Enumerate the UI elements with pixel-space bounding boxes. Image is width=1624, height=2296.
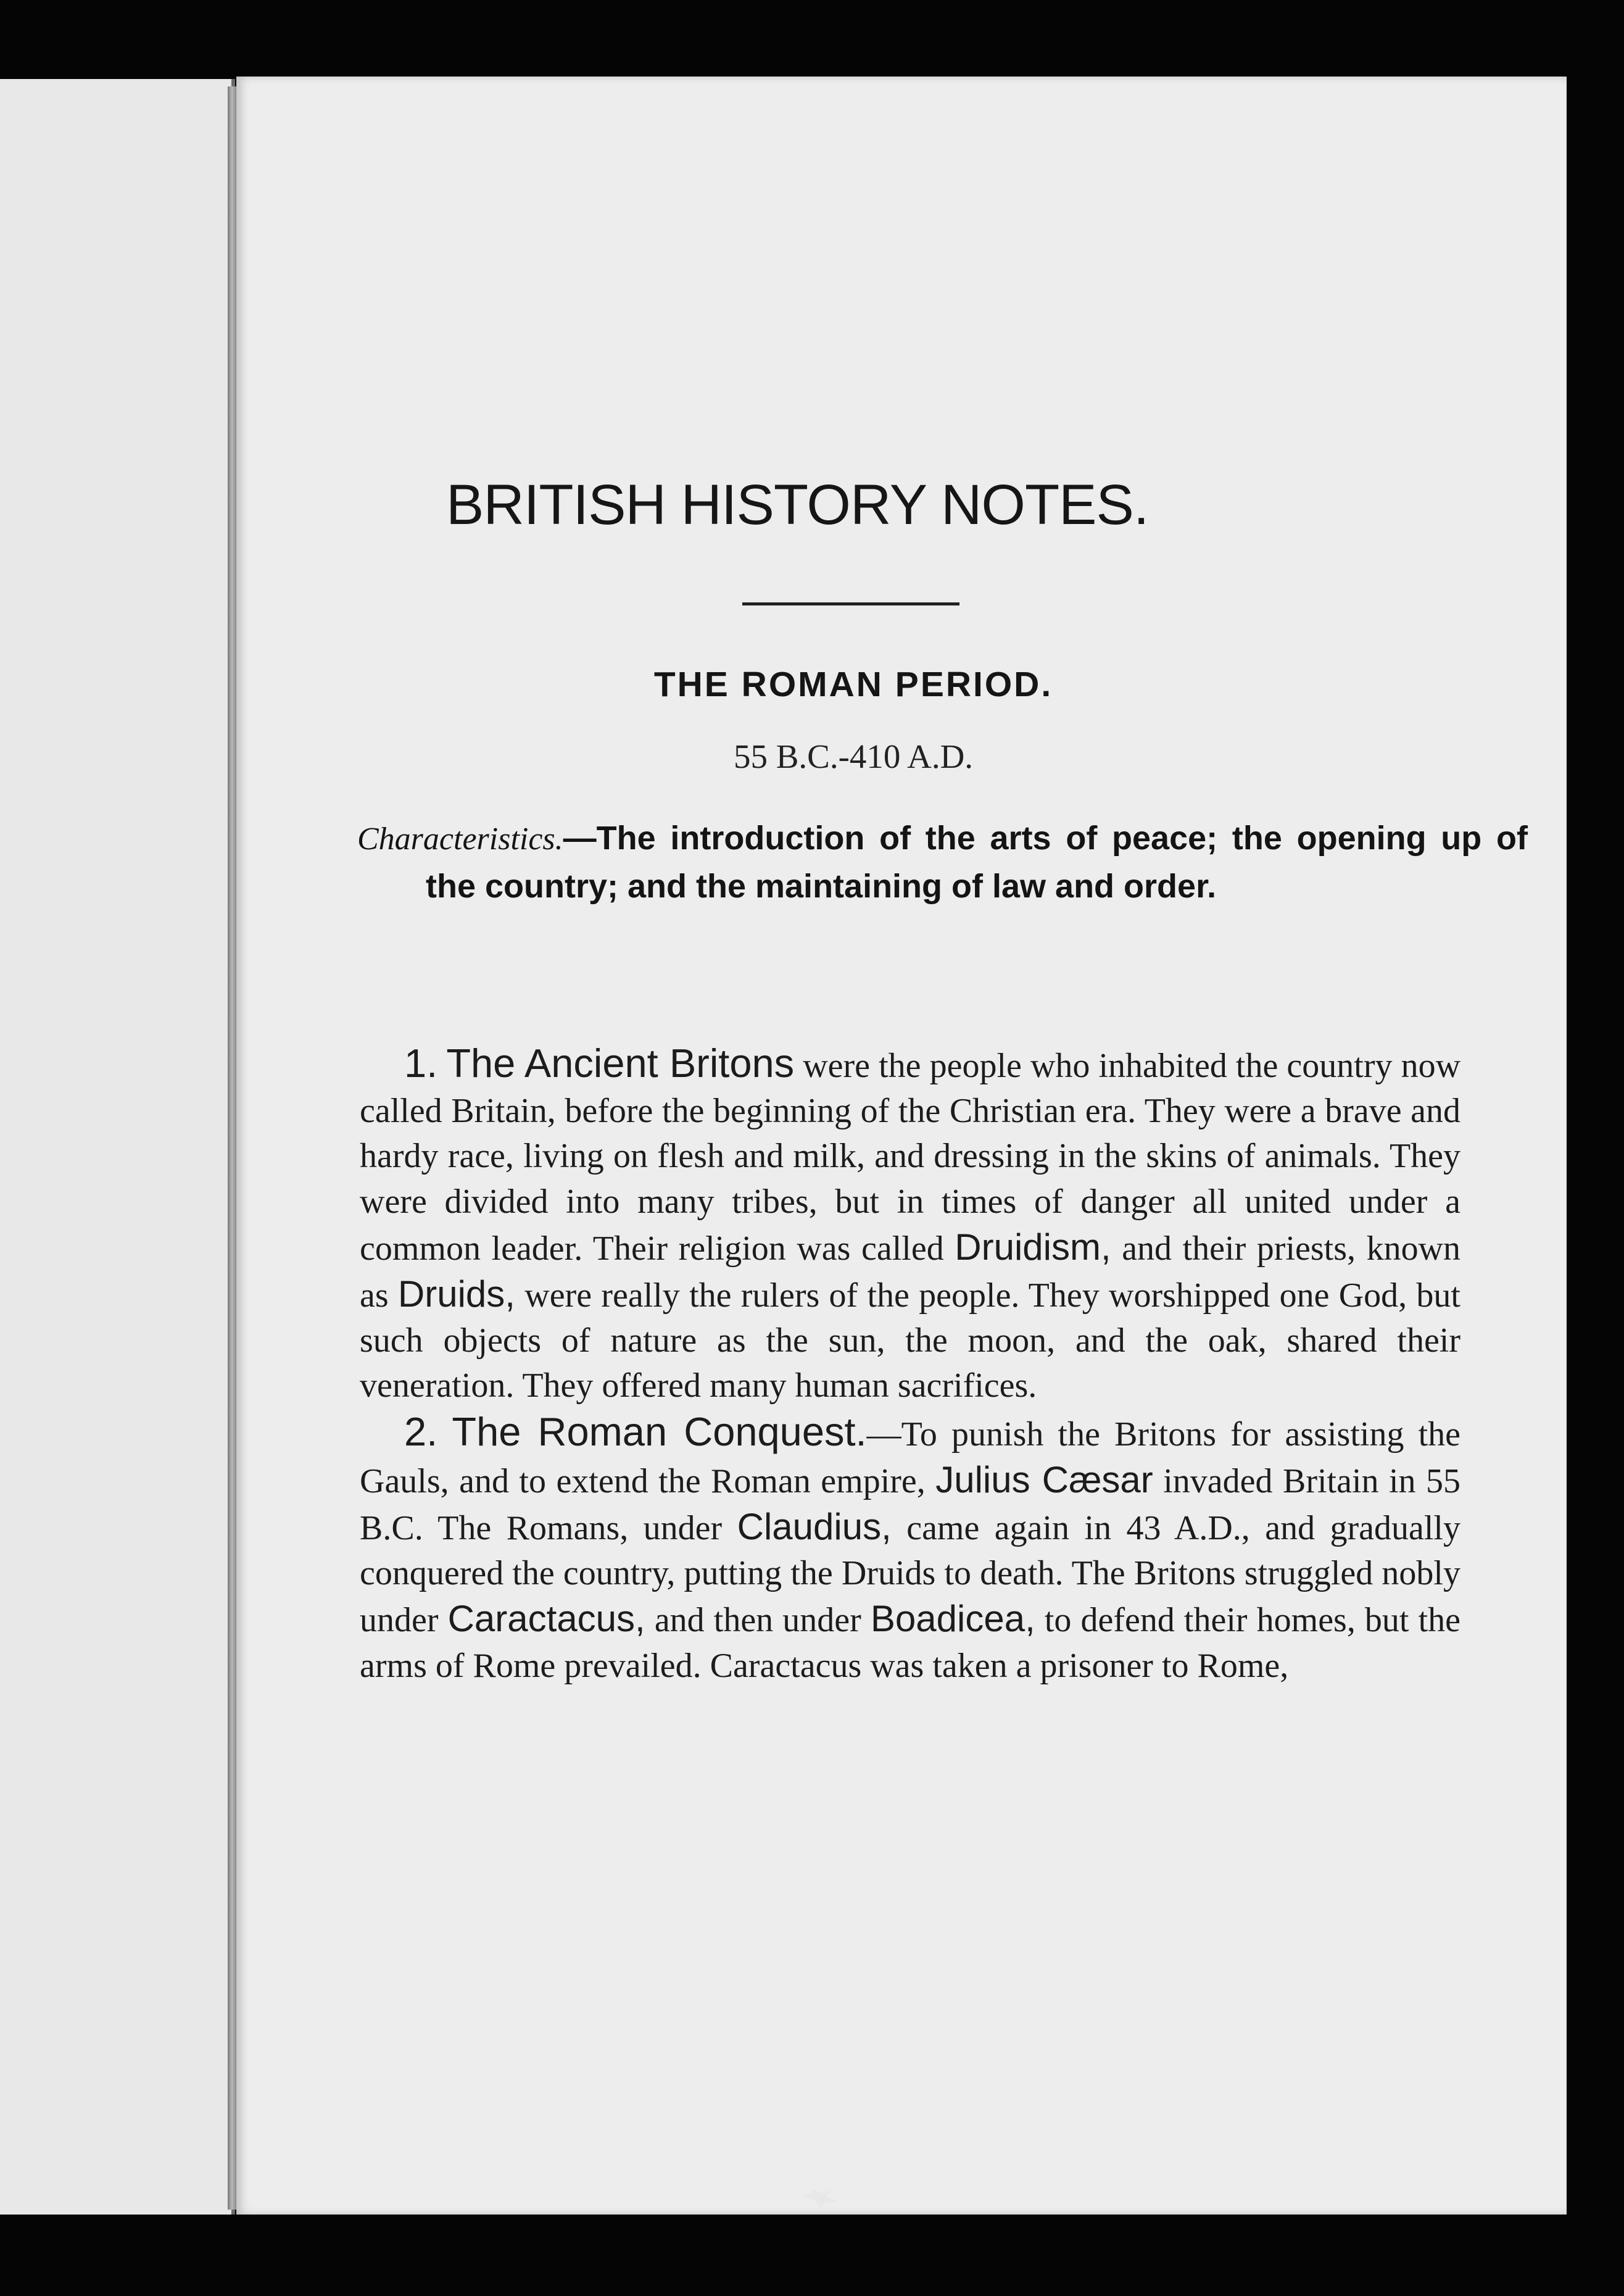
paragraph-number: 2. bbox=[404, 1408, 438, 1454]
facing-page bbox=[0, 79, 235, 2215]
paragraph-text: came again in 43 A.D., and gradually conquered the country, putting the Druids to death. The Britons struggled nobly under bbox=[360, 1509, 1460, 1640]
paragraph-text: invaded Britain in 55 B.C. The Romans, under bbox=[360, 1462, 1460, 1548]
paragraph-text: were really the rulers of the people. They worshipped one God, but such objects of nature as the sun, the moon, and the oak, shared their veneration. They offered many human sacrifices. bbox=[360, 1276, 1460, 1405]
section-title: THE ROMAN PERIOD. bbox=[653, 665, 1053, 704]
paragraph-dash: — bbox=[866, 1415, 901, 1454]
body-text bbox=[360, 1041, 1460, 1689]
characteristics-text: The introduction of the arts of peace; the opening up of the country; and the maintaining of law and order. bbox=[426, 820, 1528, 905]
paragraph-text: and then under bbox=[645, 1601, 871, 1640]
paragraph-text: to defend their homes, but the arms of Rome prevailed. Caractacus was taken a prisoner to Rome, bbox=[360, 1601, 1460, 1685]
paragraph-ancient-britons bbox=[360, 1041, 1460, 1409]
page-title: BRITISH HISTORY NOTES. bbox=[446, 473, 1149, 536]
name-claudius: Claudius, bbox=[737, 1506, 892, 1548]
characteristics-dash: — bbox=[563, 820, 597, 857]
characteristics-paragraph bbox=[357, 815, 1528, 910]
paragraph-number: 1. bbox=[404, 1041, 438, 1086]
paragraph-text: were the people who inhabited the country now called Britain, before the beginning of the Christian era. They were a brave and hardy race, living on flesh and milk, and dressing in the skins of animals. They were divided into many tribes, but in times of danger all united under a common leader. Their religion was called bbox=[360, 1047, 1461, 1268]
book-page bbox=[236, 77, 1567, 2215]
ink-smudge bbox=[802, 2185, 845, 2210]
name-boadicea: Boadicea, bbox=[870, 1598, 1035, 1640]
paragraph-text: To punish the Britons for assisting the Gauls, and to extend the Roman empire, bbox=[360, 1415, 1461, 1500]
title-divider bbox=[742, 602, 959, 605]
paragraph-heading: The Ancient Britons bbox=[446, 1041, 795, 1086]
date-range: 55 B.C.-410 A.D. bbox=[733, 738, 974, 775]
paragraph-roman-conquest bbox=[360, 1409, 1460, 1689]
characteristics-label: Characteristics. bbox=[357, 821, 563, 857]
term-druids: Druids, bbox=[397, 1273, 515, 1315]
term-druidism: Druidism, bbox=[955, 1226, 1111, 1268]
book-spine bbox=[228, 86, 236, 2210]
paragraph-heading: The Roman Conquest. bbox=[452, 1408, 867, 1454]
name-caractacus: Caractacus, bbox=[447, 1598, 645, 1640]
name-julius-caesar: Julius Cæsar bbox=[935, 1458, 1153, 1500]
paragraph-text: and their priests, known as bbox=[360, 1229, 1461, 1315]
